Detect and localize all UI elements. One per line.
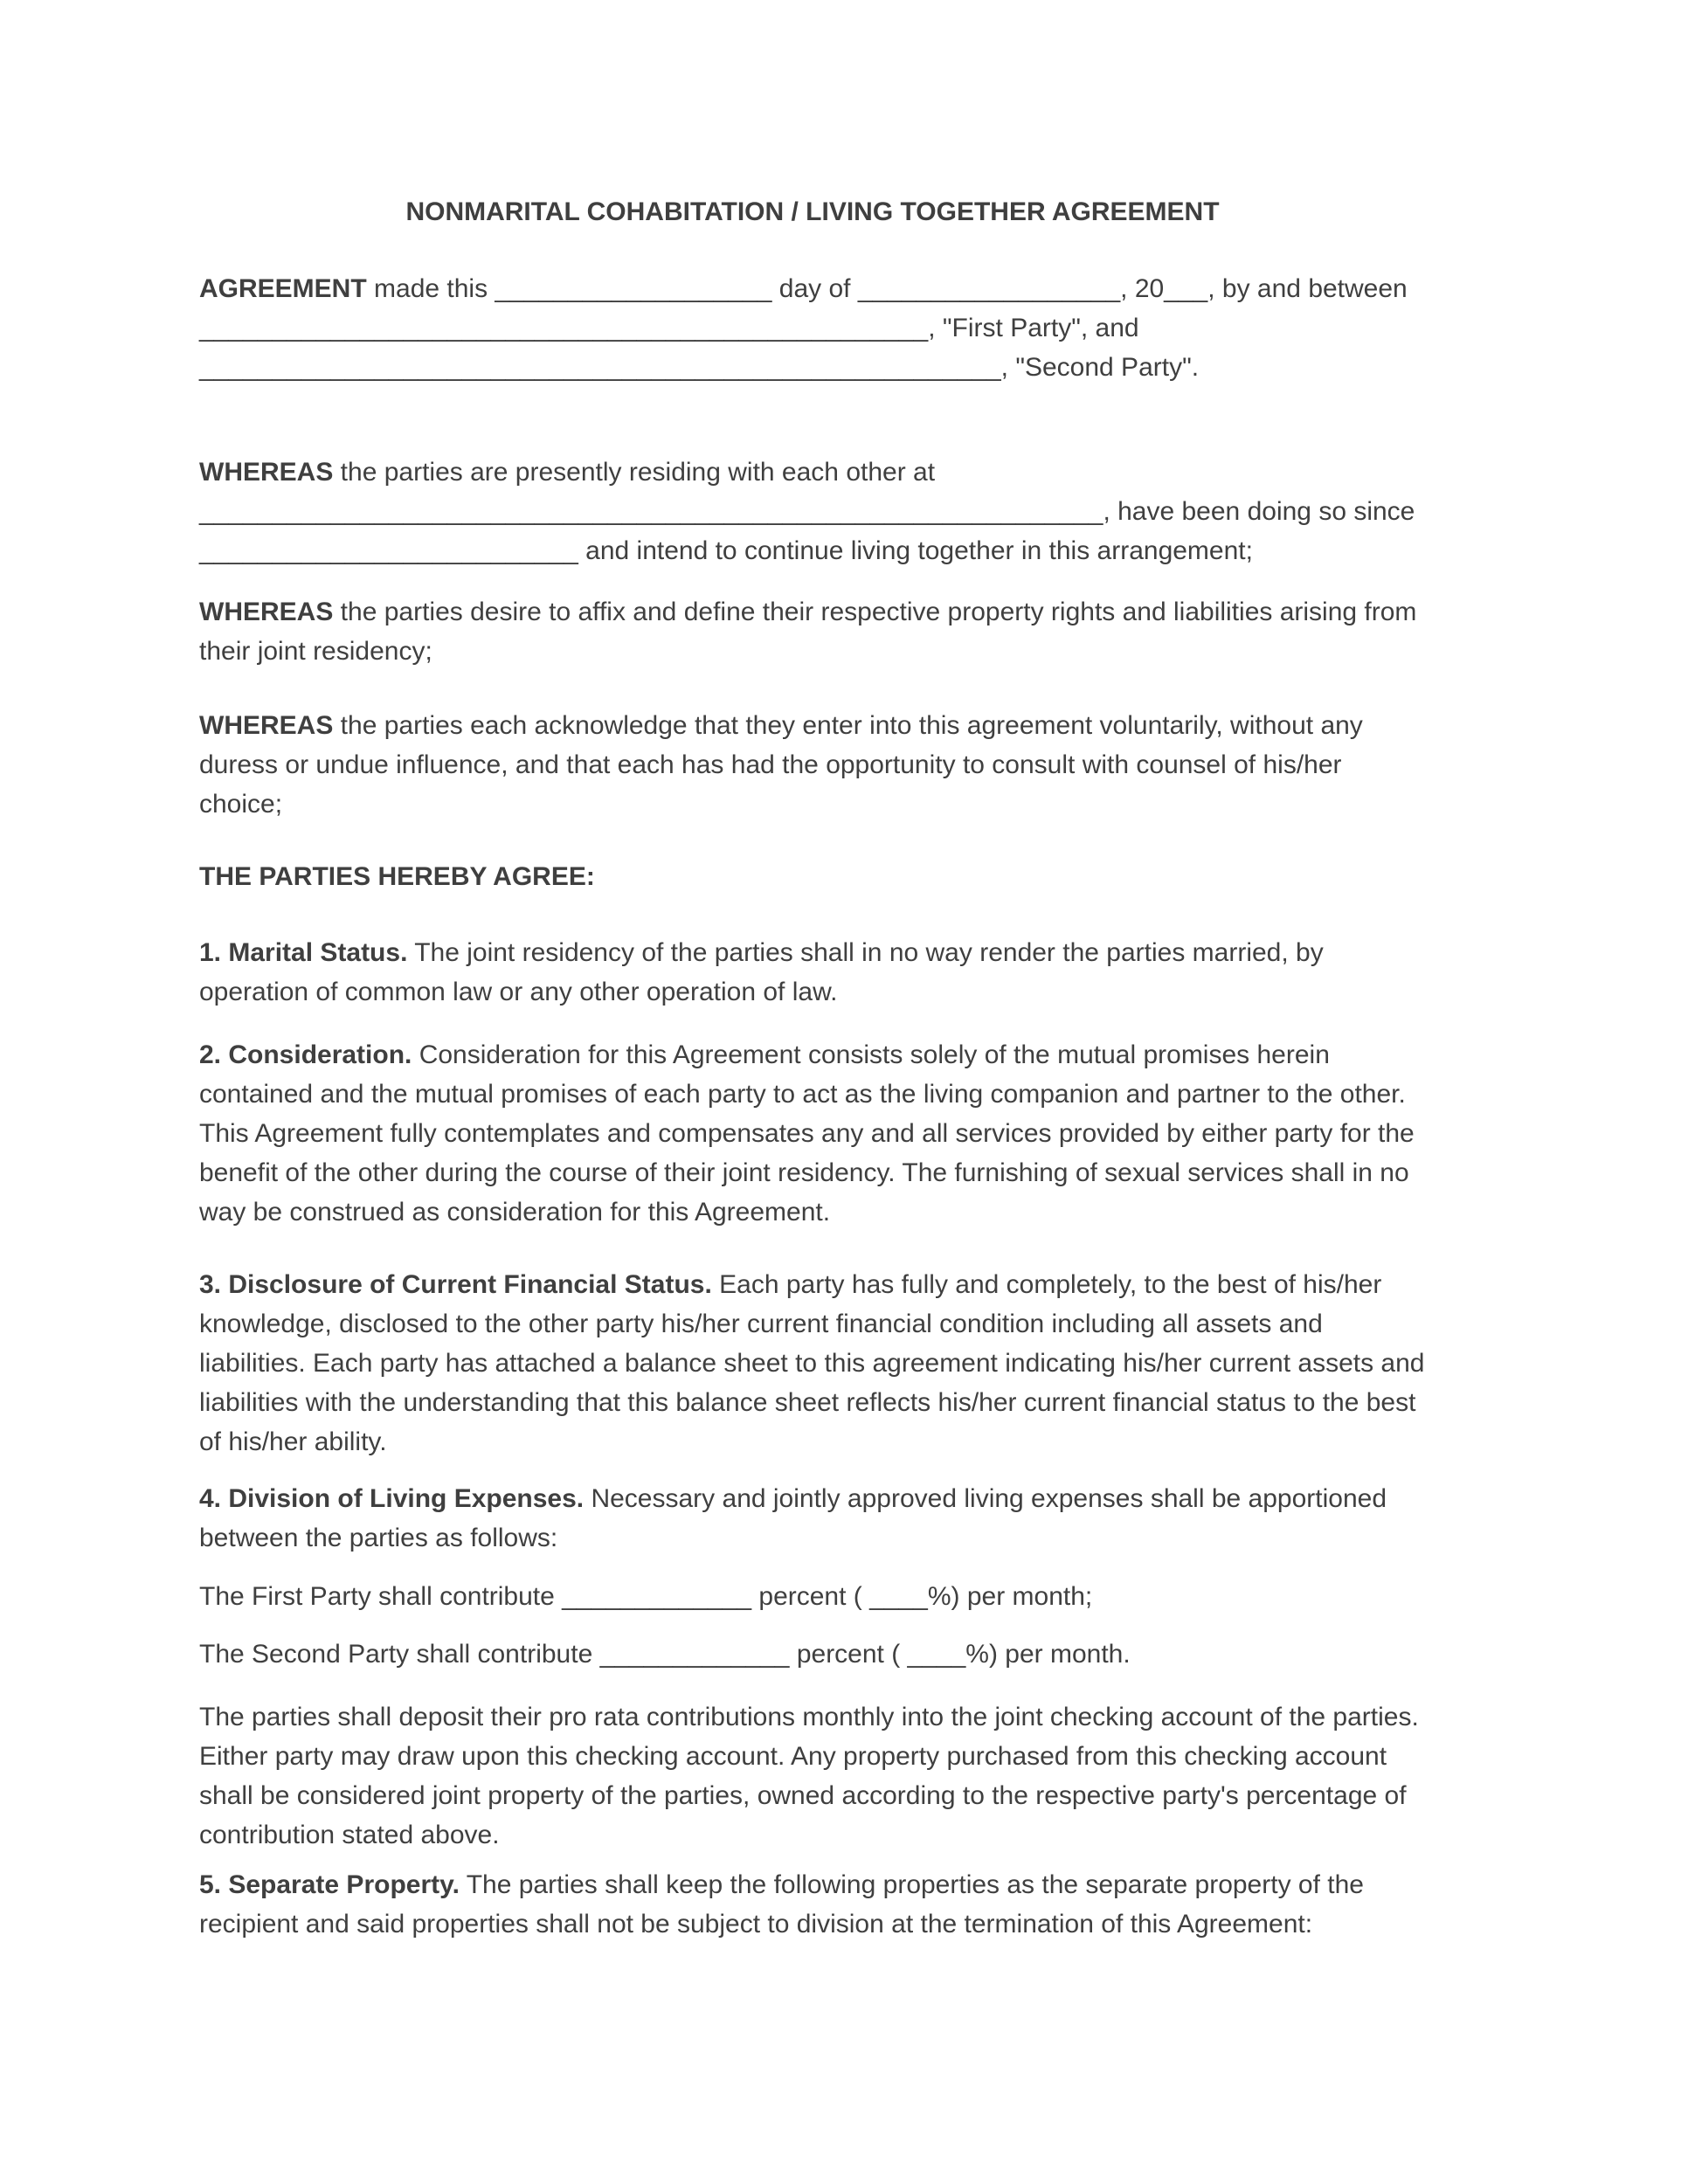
whereas-property-rights-body: the parties desire to affix and define their respective property rights and liabilities arising from their joint residency; — [199, 598, 1417, 666]
whereas-residing-lead: WHEREAS — [199, 458, 334, 487]
whereas-voluntary-body: the parties each acknowledge that they enter into this agreement voluntarily, without any duress or undue influence, and that each has had the opportunity to consult with counsel of his/her choice; — [199, 711, 1363, 819]
marital-status-body: The joint residency of the parties shall in no way render the parties married, by operation of common law or any other operation of law. — [199, 938, 1324, 1006]
disclosure-lead: 3. Disclosure of Current Financial Status. — [199, 1270, 712, 1299]
whereas-property-rights-lead: WHEREAS — [199, 598, 334, 626]
paragraph-agreement-intro — [199, 269, 1426, 387]
agree-heading: THE PARTIES HEREBY AGREE: — [199, 862, 595, 891]
paragraph-consideration — [199, 1035, 1426, 1232]
document-title: NONMARITAL COHABITATION / LIVING TOGETHER AGREEMENT — [405, 197, 1220, 226]
consideration-body: Consideration for this Agreement consists solely of the mutual promises herein contained and the mutual promises of each party to act as the living companion and partner to the other. This Agreement fully contemplates and compensates any and all services provided by either party for the benefit of the other during the course of their joint residency. The furnishing of sexual services shall in no way be construed as consideration for this Agreement. — [199, 1040, 1415, 1227]
agreement-lead: AGREEMENT — [199, 274, 367, 303]
marital-status-lead: 1. Marital Status. — [199, 938, 408, 967]
division-expenses-lead: 4. Division of Living Expenses. — [199, 1484, 585, 1513]
whereas-residing-body: the parties are presently residing with each other at ______________________________________________________________, have been doing so since __________________________ and intend to continue living together in this arrangement; — [199, 458, 1415, 565]
separate-property-body: The parties shall keep the following properties as the separate property of the recipient and said properties shall not be subject to division at the termination of this Agreement: — [199, 1870, 1364, 1939]
paragraph-deposit: The parties shall deposit their pro rata contributions monthly into the joint checking account of the parties. Either party may draw upon this checking account. Any property purchased from this checking account shall be considered joint property of the parties, owned according to the respective party's percentage of contribution stated above. — [199, 1703, 1419, 1849]
whereas-voluntary-lead: WHEREAS — [199, 711, 334, 740]
paragraph-whereas-voluntary — [199, 706, 1426, 824]
disclosure-body: Each party has fully and completely, to the best of his/her knowledge, disclosed to the other party his/her current financial condition including all assets and liabilities. Each party has attached a balance sheet to this agreement indicating his/her current assets and liabilities with the understanding that this balance sheet reflects his/her current financial status to the best of his/her ability. — [199, 1270, 1425, 1456]
paragraph-division-expenses — [199, 1479, 1426, 1558]
consideration-lead: 2. Consideration. — [199, 1040, 412, 1069]
division-expenses-body: Necessary and jointly approved living expenses shall be apportioned between the parties as follows: — [199, 1484, 1387, 1552]
paragraph-marital-status — [199, 933, 1426, 1012]
paragraph-whereas-property-rights — [199, 592, 1426, 671]
second-party-contribution-line: The Second Party shall contribute _____________ percent ( ____%) per month. — [199, 1640, 1131, 1669]
paragraph-whereas-residing — [199, 453, 1426, 570]
first-party-contribution-line: The First Party shall contribute _____________ percent ( ____%) per month; — [199, 1582, 1093, 1611]
agreement-body: made this ___________________ day of __________________, 20___, by and between __________________________________________________, "First Party", and _______________________________________________________, "Second Party". — [199, 274, 1408, 382]
separate-property-lead: 5. Separate Property. — [199, 1870, 460, 1899]
paragraph-disclosure — [199, 1265, 1426, 1462]
paragraph-separate-property — [199, 1865, 1426, 1944]
